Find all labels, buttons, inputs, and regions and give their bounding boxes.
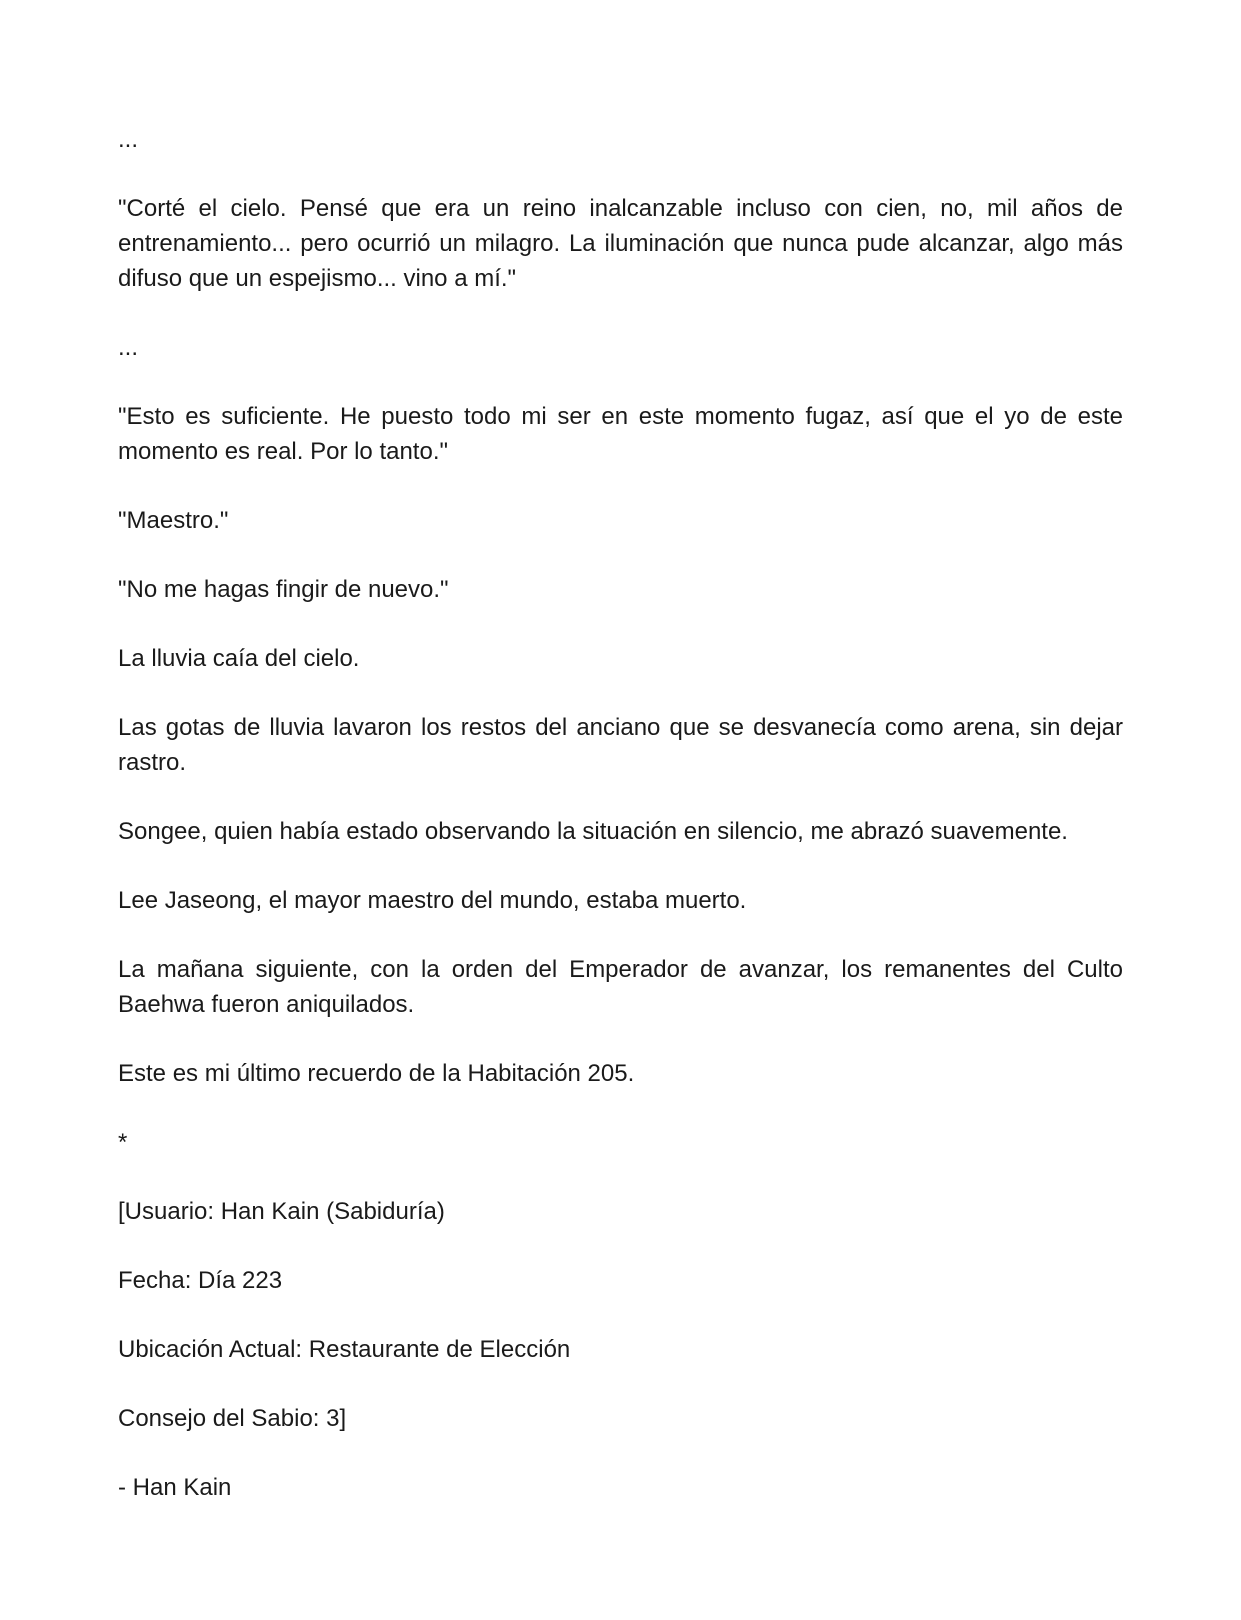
paragraph-lee-jaseong: Lee Jaseong, el mayor maestro del mundo, estaba muerto.: [118, 887, 747, 914]
paragraph-las-gotas: Las gotas de lluvia lavaron los restos del anciano que se desvanecía como arena, sin dejar rastro.: [118, 714, 1130, 776]
paragraph-la-manana-siguiente: La mañana siguiente, con la orden del Emperador de avanzar, los remanentes del Culto Baehwa fueron aniquilados.: [118, 956, 1130, 1018]
ellipsis-line: ...: [118, 126, 139, 153]
paragraph-maestro: "Maestro.": [118, 507, 229, 534]
status-fecha: Fecha: Día 223: [118, 1267, 283, 1294]
paragraph-songee: Songee, quien había estado observando la situación en silencio, me abrazó suavemente.: [118, 818, 1068, 845]
paragraph-no-me-hagas-fingir: "No me hagas fingir de nuevo.": [118, 576, 449, 603]
section-separator-asterisk: *: [118, 1129, 128, 1156]
ellipsis-line: ...: [118, 334, 139, 361]
status-consejo: Consejo del Sabio: 3]: [118, 1405, 347, 1432]
signature-line: - Han Kain: [118, 1474, 232, 1501]
status-ubicacion: Ubicación Actual: Restaurante de Elección: [118, 1336, 571, 1363]
paragraph-la-lluvia: La lluvia caía del cielo.: [118, 645, 360, 672]
status-usuario: [Usuario: Han Kain (Sabiduría): [118, 1198, 445, 1225]
document-body: [118, 122, 1130, 1505]
paragraph-corte-el-cielo: "Corté el cielo. Pensé que era un reino inalcanzable incluso con cien, no, mil años de entrenamiento... pero ocurrió un milagro. La iluminación que nunca pude alcanzar, algo más difuso que un espejismo... vino a mí.": [118, 195, 1130, 292]
paragraph-esto-es-suficiente: "Esto es suficiente. He puesto todo mi ser en este momento fugaz, así que el yo de este momento es real. Por lo tanto.": [118, 403, 1130, 465]
paragraph-ultimo-recuerdo: Este es mi último recuerdo de la Habitación 205.: [118, 1060, 635, 1087]
